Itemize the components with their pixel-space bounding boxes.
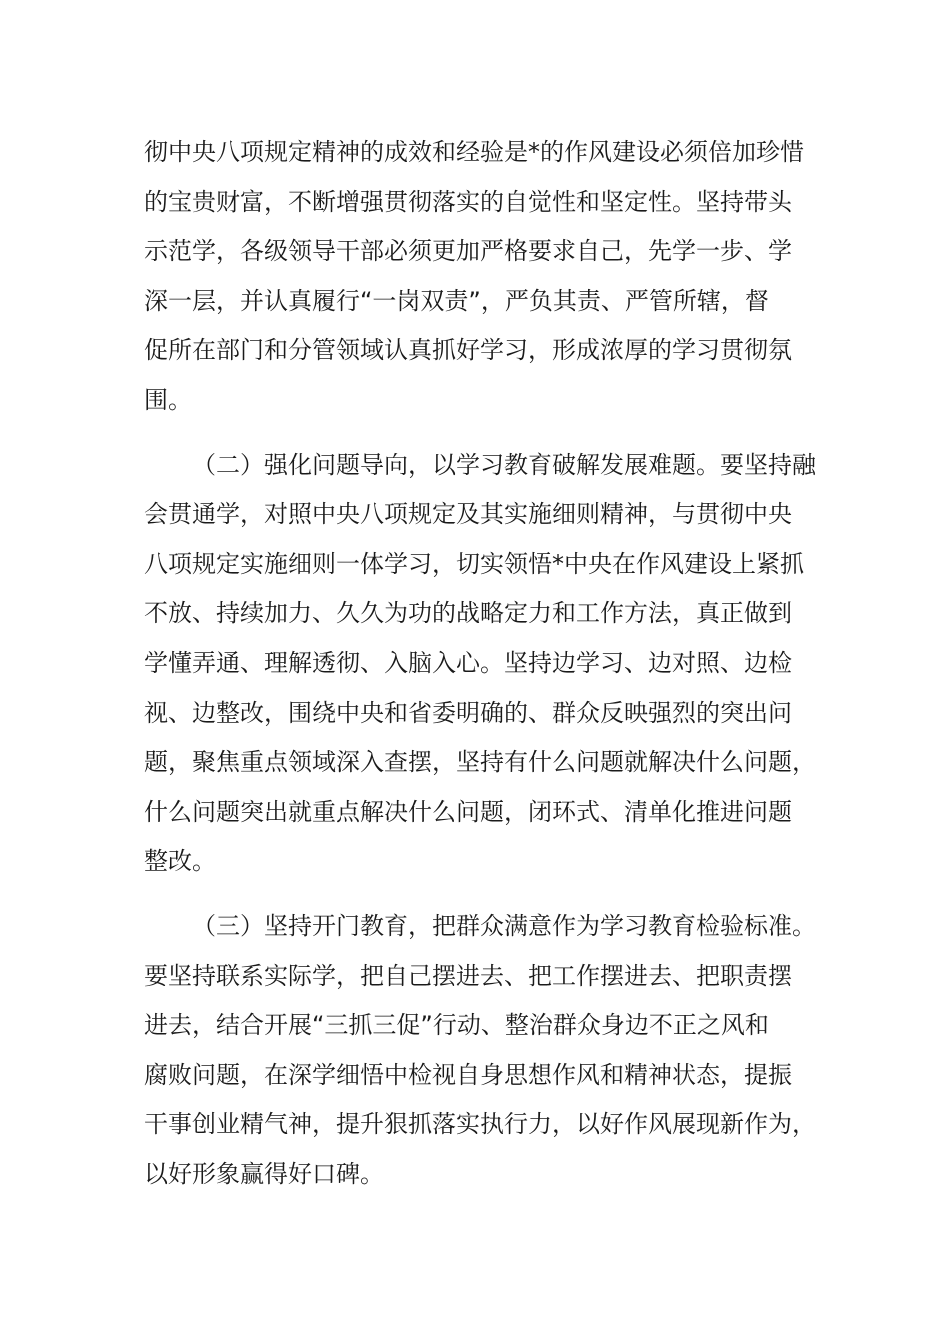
paragraph-2 bbox=[144, 441, 816, 887]
text-line: 深一层，并认真履行“一岗双责”，严负其责、严管所辖，督 bbox=[144, 286, 769, 315]
text-line: 什么问题突出就重点解决什么问题，闭环式、清单化推进问题 bbox=[144, 797, 792, 826]
text-line: 学懂弄通、理解透彻、入脑入心。坚持边学习、边对照、边检 bbox=[144, 648, 792, 677]
text-line: 干事创业精气神，提升狠抓落实执行力，以好作风展现新作为， bbox=[144, 1110, 816, 1139]
text-line: （二）强化问题导向，以学习教育破解发展难题。要坚持融 bbox=[192, 450, 816, 479]
paragraph-spacer bbox=[144, 426, 808, 441]
text-line: 要坚持联系实际学，把自己摆进去、把工作摆进去、把职责摆 bbox=[144, 961, 792, 990]
text-line: 示范学，各级领导干部必须更加严格要求自己，先学一步、学 bbox=[144, 237, 792, 266]
text-line: 的宝贵财富，不断增强贯彻落实的自觉性和坚定性。坚持带头 bbox=[144, 187, 792, 216]
text-line: 题，聚焦重点领域深入查摆，坚持有什么问题就解决什么问题， bbox=[144, 748, 816, 777]
body-text bbox=[144, 128, 816, 1199]
text-line: 会贯通学，对照中央八项规定及其实施细则精神，与贯彻中央 bbox=[144, 500, 792, 529]
text-line: 进去，结合开展“三抓三促”行动、整治群众身边不正之风和 bbox=[144, 1011, 769, 1040]
text-line: 彻中央八项规定精神的成效和经验是*的作风建设必须倍加珍惜 bbox=[144, 138, 804, 166]
text-line: 八项规定实施细则一体学习，切实领悟*中央在作风建设上紧抓 bbox=[144, 549, 804, 578]
text-line: 以好形象赢得好口碑。 bbox=[144, 1159, 384, 1188]
text-line: 视、边整改，围绕中央和省委明确的、群众反映强烈的突出问 bbox=[144, 698, 792, 727]
paragraph-1 bbox=[144, 128, 808, 426]
text-line: 整改。 bbox=[144, 847, 216, 876]
text-line: （三）坚持开门教育，把群众满意作为学习教育检验标准。 bbox=[192, 911, 816, 940]
text-line: 围。 bbox=[144, 385, 192, 414]
text-line: 腐败问题，在深学细悟中检视自身思想作风和精神状态，提振 bbox=[144, 1060, 792, 1089]
text-line: 不放、持续加力、久久为功的战略定力和工作方法，真正做到 bbox=[144, 599, 792, 628]
paragraph-3 bbox=[144, 902, 816, 1200]
text-line: 促所在部门和分管领域认真抓好学习，形成浓厚的学习贯彻氛 bbox=[144, 336, 792, 365]
paragraph-spacer bbox=[144, 887, 808, 902]
